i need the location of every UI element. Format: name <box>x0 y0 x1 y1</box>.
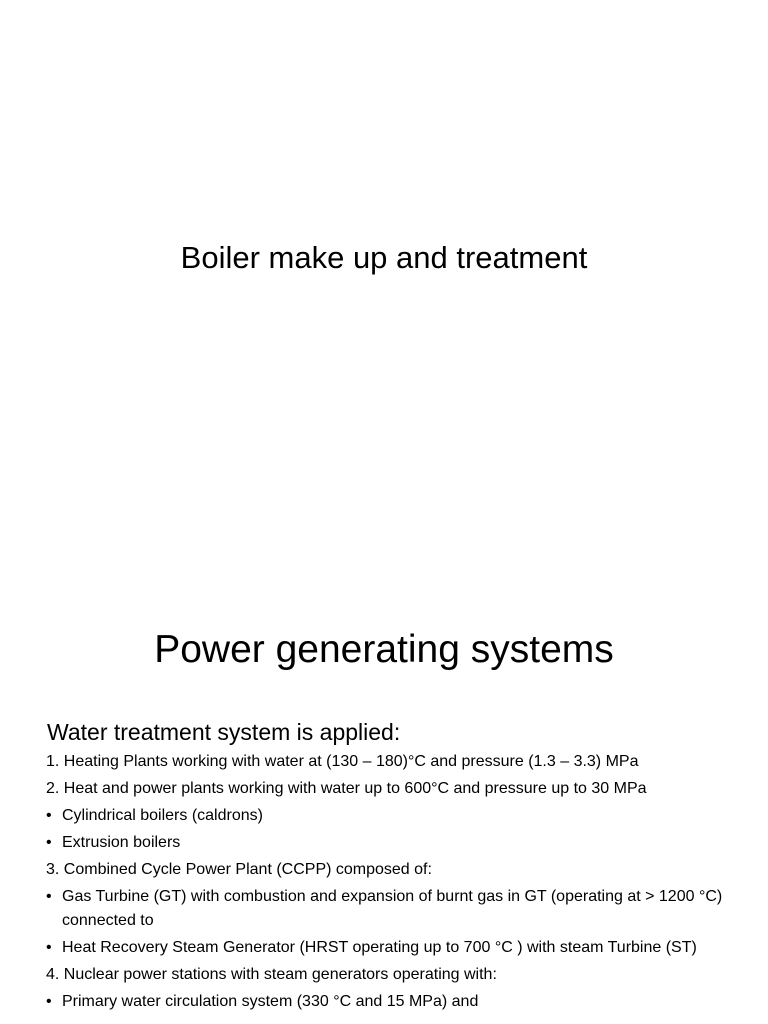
list-item-bullet <box>46 804 736 828</box>
list-item-text: Primary water circulation system (330 °C and 15 MPa) and <box>62 992 479 1010</box>
list-item-numbered <box>46 750 736 774</box>
list-item-text: 1. Heating Plants working with water at (130 – 180)°C and pressure (1.3 – 3.3) MPa <box>46 753 639 770</box>
list-item-bullet <box>46 990 736 1014</box>
list-item-text: 3. Combined Cycle Power Plant (CCPP) composed of: <box>46 861 432 878</box>
intro-text: Water treatment system is applied: <box>47 719 401 745</box>
content-list <box>46 750 736 1017</box>
slide-title: Power generating systems <box>154 628 614 671</box>
list-item-text: 4. Nuclear power stations with steam generators operating with: <box>46 965 497 983</box>
list-item-bullet <box>46 936 736 960</box>
list-item-bullet <box>46 885 736 932</box>
slide-2 <box>0 600 768 1024</box>
bullet-icon: • <box>46 834 52 851</box>
list-item-numbered <box>46 858 736 882</box>
bullet-icon: • <box>46 992 52 1010</box>
list-item-numbered <box>46 963 736 987</box>
list-item-text: Cylindrical boilers (caldrons) <box>62 807 263 824</box>
list-item-text: 2. Heat and power plants working with water up to 600°C and pressure up to 30 MPa <box>46 780 647 797</box>
bullet-icon: • <box>46 888 52 905</box>
bullet-icon: • <box>46 807 52 824</box>
slide-title: Boiler make up and treatment <box>180 240 588 275</box>
list-item-text: Gas Turbine (GT) with combustion and expansion of burnt gas in GT (operating at > 1200 °C) connected to <box>62 888 723 929</box>
list-item-text: Heat Recovery Steam Generator (HRST operating up to 700 °C ) with steam Turbine (ST) <box>62 938 697 956</box>
list-item-text: Extrusion boilers <box>62 834 181 851</box>
list-item-numbered <box>46 777 736 801</box>
list-item-bullet <box>46 831 736 855</box>
bullet-icon: • <box>46 938 52 956</box>
